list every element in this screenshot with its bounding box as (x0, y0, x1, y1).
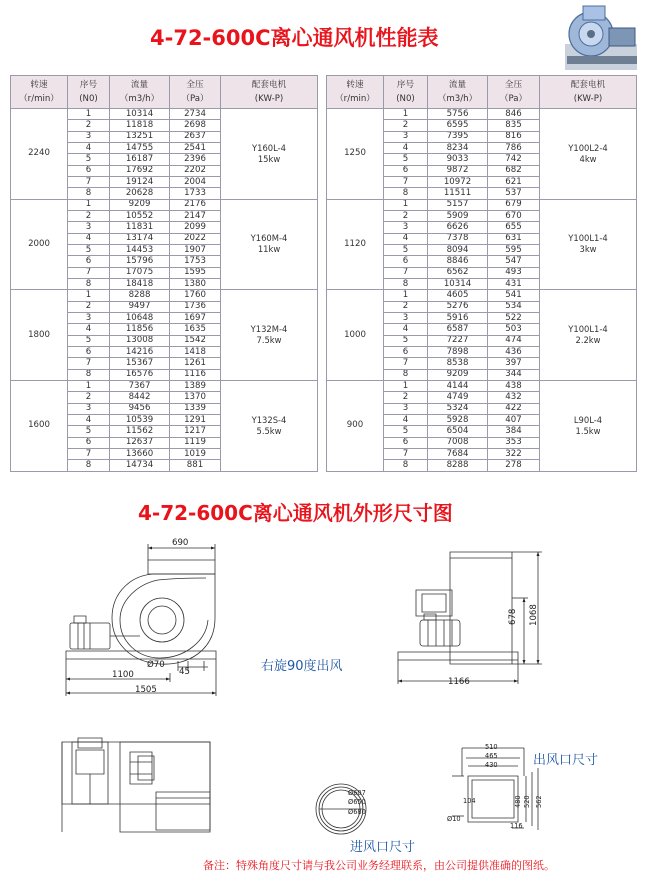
motor-model: Y160L-4 (252, 142, 286, 153)
flow-cell: 6595 (428, 120, 488, 131)
pressure-cell: 537 (488, 188, 540, 199)
flow-cell: 7367 (110, 380, 170, 391)
motor-power: 11kw (257, 244, 281, 255)
header-flow: 流量 （m3/h） (110, 76, 170, 109)
no-cell: 8 (68, 369, 110, 380)
flow-cell: 17692 (110, 165, 170, 176)
no-cell: 1 (384, 380, 428, 391)
pressure-cell: 407 (488, 414, 540, 425)
flow-cell: 9033 (428, 154, 488, 165)
table-row (11, 109, 318, 120)
pressure-cell: 1217 (170, 426, 221, 437)
pressure-cell: 2698 (170, 120, 221, 131)
pressure-cell: 432 (488, 392, 540, 403)
pressure-cell: 835 (488, 120, 540, 131)
speed-cell: 900 (327, 380, 384, 471)
flow-cell: 9209 (428, 369, 488, 380)
flow-cell: 10539 (110, 414, 170, 425)
flow-cell: 10314 (428, 278, 488, 289)
performance-table-left (10, 75, 318, 472)
no-cell: 6 (68, 256, 110, 267)
flow-cell: 9872 (428, 165, 488, 176)
no-cell: 6 (384, 165, 428, 176)
motor-cell (540, 199, 637, 290)
no-cell: 5 (68, 244, 110, 255)
pressure-cell: 493 (488, 267, 540, 278)
no-cell: 2 (384, 120, 428, 131)
speed-cell: 1800 (11, 290, 68, 381)
flow-cell: 13008 (110, 335, 170, 346)
no-cell: 4 (384, 324, 428, 335)
flow-cell: 14755 (110, 142, 170, 153)
pressure-cell: 621 (488, 176, 540, 187)
table-row (11, 290, 318, 301)
pressure-cell: 1753 (170, 256, 221, 267)
flow-cell: 9209 (110, 199, 170, 210)
pressure-cell: 2734 (170, 109, 221, 120)
flow-cell: 13660 (110, 448, 170, 459)
header-pressure: 全压 （Pa） (488, 76, 540, 109)
flow-cell: 13251 (110, 131, 170, 142)
no-cell: 2 (384, 392, 428, 403)
pressure-cell: 431 (488, 278, 540, 289)
no-cell: 3 (384, 403, 428, 414)
header-speed: 转速 （r/min） (327, 76, 384, 109)
no-cell: 8 (384, 369, 428, 380)
performance-title: 4-72-600C离心通风机性能表 (150, 26, 439, 50)
no-cell: 3 (68, 403, 110, 414)
header-flow: 流量 （m3/h） (428, 76, 488, 109)
no-cell: 5 (68, 335, 110, 346)
flow-cell: 4144 (428, 380, 488, 391)
motor-cell (221, 199, 318, 290)
performance-table-right (326, 75, 637, 472)
flow-cell: 5909 (428, 210, 488, 221)
pressure-cell: 1119 (170, 437, 221, 448)
flow-cell: 5916 (428, 312, 488, 323)
pressure-cell: 1389 (170, 380, 221, 391)
motor-cell (221, 109, 318, 200)
dim-hole: Ø10 (447, 815, 461, 823)
dim-562: 562 (535, 795, 543, 808)
pressure-cell: 422 (488, 403, 540, 414)
pressure-cell: 436 (488, 346, 540, 357)
flow-cell: 14453 (110, 244, 170, 255)
rotation-label: 右旋90度出风 (261, 659, 343, 674)
no-cell: 1 (384, 199, 428, 210)
dim-520: 520 (523, 795, 531, 808)
pressure-cell: 595 (488, 244, 540, 255)
flow-cell: 9497 (110, 301, 170, 312)
pressure-cell: 679 (488, 199, 540, 210)
motor-cell (540, 109, 637, 200)
pressure-cell: 881 (170, 460, 221, 471)
no-cell: 3 (384, 312, 428, 323)
flow-cell: 8288 (428, 460, 488, 471)
speed-cell: 1000 (327, 290, 384, 381)
side-view-drawing (58, 538, 258, 698)
pressure-cell: 1019 (170, 448, 221, 459)
no-cell: 7 (384, 176, 428, 187)
pressure-cell: 344 (488, 369, 540, 380)
pressure-cell: 2202 (170, 165, 221, 176)
pressure-cell: 742 (488, 154, 540, 165)
motor-model: Y132M-4 (250, 324, 288, 335)
pressure-cell: 384 (488, 426, 540, 437)
dim-top-690: 690 (172, 538, 189, 548)
motor-cell (540, 290, 637, 381)
no-cell: 2 (68, 210, 110, 221)
pressure-cell: 474 (488, 335, 540, 346)
no-cell: 4 (384, 414, 428, 425)
flow-cell: 8234 (428, 142, 488, 153)
pressure-cell: 2396 (170, 154, 221, 165)
no-cell: 2 (384, 210, 428, 221)
flow-cell: 5324 (428, 403, 488, 414)
no-cell: 8 (68, 188, 110, 199)
no-cell: 7 (384, 267, 428, 278)
header-no: 序号 (N0) (384, 76, 428, 109)
no-cell: 3 (68, 131, 110, 142)
flow-cell: 14216 (110, 346, 170, 357)
no-cell: 7 (68, 358, 110, 369)
dim-678: 678 (508, 608, 518, 625)
no-cell: 6 (68, 346, 110, 357)
motor-model: Y160M-4 (250, 233, 288, 244)
speed-cell: 2000 (11, 199, 68, 290)
header-no: 序号 (N0) (68, 76, 110, 109)
flow-cell: 15796 (110, 256, 170, 267)
flow-cell: 13174 (110, 233, 170, 244)
flow-cell: 14734 (110, 460, 170, 471)
dim-465: 465 (485, 752, 498, 760)
flow-cell: 7395 (428, 131, 488, 142)
pressure-cell: 1542 (170, 335, 221, 346)
no-cell: 7 (68, 267, 110, 278)
inlet-drawing (313, 781, 379, 841)
dim-116: 116 (510, 822, 523, 830)
flow-cell: 11856 (110, 324, 170, 335)
pressure-cell: 1760 (170, 290, 221, 301)
no-cell: 5 (384, 335, 428, 346)
no-cell: 6 (68, 437, 110, 448)
pressure-cell: 547 (488, 256, 540, 267)
flow-cell: 8442 (110, 392, 170, 403)
no-cell: 1 (384, 109, 428, 120)
flow-cell: 6562 (428, 267, 488, 278)
pressure-cell: 1697 (170, 312, 221, 323)
motor-model: Y100L2-4 (568, 142, 608, 153)
motor-model: Y100L1-4 (568, 324, 608, 335)
flow-cell: 20628 (110, 188, 170, 199)
motor-power: 5.5kw (256, 425, 282, 436)
no-cell: 8 (384, 460, 428, 471)
flow-cell: 7378 (428, 233, 488, 244)
no-cell: 4 (384, 233, 428, 244)
no-cell: 4 (68, 414, 110, 425)
no-cell: 1 (68, 290, 110, 301)
dim-45: 45 (179, 667, 190, 677)
pressure-cell: 541 (488, 290, 540, 301)
dim-1068: 1068 (529, 604, 539, 626)
header-pressure: 全压 （Pa） (170, 76, 221, 109)
flow-cell: 6504 (428, 426, 488, 437)
flow-cell: 7008 (428, 437, 488, 448)
fan-product-image (563, 4, 641, 74)
dim-d70: Ø70 (147, 660, 165, 670)
motor-model: L90L-4 (573, 414, 603, 425)
no-cell: 2 (384, 301, 428, 312)
speed-cell: 1250 (327, 109, 384, 200)
footer-note: 备注：特殊角度尺寸请与我公司业务经理联系，由公司提供准确的图纸。 (203, 859, 555, 872)
flow-cell: 6626 (428, 222, 488, 233)
pressure-cell: 534 (488, 301, 540, 312)
header-speed: 转速 （r/min） (11, 76, 68, 109)
motor-power: 15kw (257, 153, 281, 164)
table-row (327, 290, 637, 301)
no-cell: 3 (68, 222, 110, 233)
no-cell: 2 (68, 301, 110, 312)
pressure-cell: 1736 (170, 301, 221, 312)
flow-cell: 10972 (428, 176, 488, 187)
flow-cell: 16187 (110, 154, 170, 165)
dim-510: 510 (485, 743, 498, 751)
flow-cell: 5756 (428, 109, 488, 120)
flow-cell: 5157 (428, 199, 488, 210)
table-row (11, 199, 318, 210)
no-cell: 8 (384, 188, 428, 199)
dimension-title: 4-72-600C离心通风机外形尺寸图 (138, 501, 453, 525)
flow-cell: 11562 (110, 426, 170, 437)
no-cell: 1 (68, 199, 110, 210)
motor-cell (221, 380, 318, 471)
pressure-cell: 2176 (170, 199, 221, 210)
flow-cell: 12637 (110, 437, 170, 448)
pressure-cell: 2099 (170, 222, 221, 233)
table-row (327, 380, 637, 391)
table-row (327, 109, 637, 120)
motor-power: 1.5kw (575, 425, 601, 436)
no-cell: 4 (68, 142, 110, 153)
flow-cell: 8538 (428, 358, 488, 369)
pressure-cell: 2541 (170, 142, 221, 153)
flow-cell: 11511 (428, 188, 488, 199)
outlet-label: 出风口尺寸 (533, 753, 599, 768)
flow-cell: 18418 (110, 278, 170, 289)
no-cell: 6 (384, 437, 428, 448)
no-cell: 8 (384, 278, 428, 289)
no-cell: 2 (68, 120, 110, 131)
speed-cell: 1120 (327, 199, 384, 290)
dim-1505: 1505 (135, 685, 157, 695)
dim-607: Ø607 (348, 789, 366, 797)
pressure-cell: 1907 (170, 244, 221, 255)
no-cell: 1 (68, 380, 110, 391)
flow-cell: 4605 (428, 290, 488, 301)
no-cell: 7 (68, 448, 110, 459)
pressure-cell: 322 (488, 448, 540, 459)
pressure-cell: 1418 (170, 346, 221, 357)
no-cell: 4 (68, 233, 110, 244)
pressure-cell: 1261 (170, 358, 221, 369)
pressure-cell: 503 (488, 324, 540, 335)
flow-cell: 8288 (110, 290, 170, 301)
flow-cell: 7898 (428, 346, 488, 357)
flow-cell: 5928 (428, 414, 488, 425)
dim-480: 480 (514, 795, 522, 808)
pressure-cell: 682 (488, 165, 540, 176)
no-cell: 4 (384, 142, 428, 153)
pressure-cell: 631 (488, 233, 540, 244)
no-cell: 5 (68, 426, 110, 437)
no-cell: 5 (384, 426, 428, 437)
flow-cell: 10648 (110, 312, 170, 323)
no-cell: 7 (384, 358, 428, 369)
no-cell: 5 (68, 154, 110, 165)
motor-power: 3kw (579, 244, 597, 255)
table-row (327, 199, 637, 210)
pressure-cell: 2147 (170, 210, 221, 221)
no-cell: 5 (384, 244, 428, 255)
dim-1166: 1166 (448, 677, 470, 687)
dim-1100: 1100 (112, 670, 134, 680)
pressure-cell: 670 (488, 210, 540, 221)
no-cell: 3 (68, 312, 110, 323)
no-cell: 3 (384, 131, 428, 142)
motor-cell (221, 290, 318, 381)
pressure-cell: 438 (488, 380, 540, 391)
flow-cell: 17075 (110, 267, 170, 278)
pressure-cell: 1339 (170, 403, 221, 414)
flow-cell: 6587 (428, 324, 488, 335)
pressure-cell: 2004 (170, 176, 221, 187)
flow-cell: 9456 (110, 403, 170, 414)
dim-680: Ø680 (348, 808, 366, 816)
speed-cell: 2240 (11, 109, 68, 200)
no-cell: 8 (68, 460, 110, 471)
dim-104: 104 (463, 797, 476, 805)
no-cell: 7 (384, 448, 428, 459)
motor-power: 7.5kw (256, 335, 282, 346)
motor-model: Y100L1-4 (568, 233, 608, 244)
flow-cell: 16576 (110, 369, 170, 380)
flow-cell: 10552 (110, 210, 170, 221)
pressure-cell: 2637 (170, 131, 221, 142)
dim-430: 430 (485, 761, 498, 769)
no-cell: 4 (68, 324, 110, 335)
header-motor: 配套电机 (KW-P) (540, 76, 637, 109)
dim-650: Ø650 (348, 798, 366, 806)
header-motor: 配套电机 (KW-P) (221, 76, 318, 109)
flow-cell: 7227 (428, 335, 488, 346)
motor-power: 2.2kw (575, 335, 601, 346)
flow-cell: 8846 (428, 256, 488, 267)
motor-power: 4kw (579, 153, 597, 164)
no-cell: 6 (384, 346, 428, 357)
no-cell: 3 (384, 222, 428, 233)
motor-cell (540, 380, 637, 471)
flow-cell: 19124 (110, 176, 170, 187)
inlet-label: 进风口尺寸 (350, 840, 416, 855)
no-cell: 6 (68, 165, 110, 176)
no-cell: 1 (384, 290, 428, 301)
flow-cell: 10314 (110, 109, 170, 120)
table-row (11, 380, 318, 391)
no-cell: 1 (68, 109, 110, 120)
pressure-cell: 2022 (170, 233, 221, 244)
pressure-cell: 353 (488, 437, 540, 448)
no-cell: 7 (68, 176, 110, 187)
flow-cell: 11818 (110, 120, 170, 131)
pressure-cell: 655 (488, 222, 540, 233)
pressure-cell: 1116 (170, 369, 221, 380)
pressure-cell: 1380 (170, 278, 221, 289)
pressure-cell: 1370 (170, 392, 221, 403)
flow-cell: 5276 (428, 301, 488, 312)
no-cell: 6 (384, 256, 428, 267)
flow-cell: 4749 (428, 392, 488, 403)
flow-cell: 11831 (110, 222, 170, 233)
pressure-cell: 1291 (170, 414, 221, 425)
flow-cell: 8094 (428, 244, 488, 255)
pressure-cell: 1595 (170, 267, 221, 278)
pressure-cell: 1635 (170, 324, 221, 335)
top-view-drawing (60, 728, 220, 838)
no-cell: 8 (68, 278, 110, 289)
pressure-cell: 786 (488, 142, 540, 153)
pressure-cell: 816 (488, 131, 540, 142)
pressure-cell: 397 (488, 358, 540, 369)
no-cell: 2 (68, 392, 110, 403)
pressure-cell: 846 (488, 109, 540, 120)
flow-cell: 15367 (110, 358, 170, 369)
flow-cell: 7684 (428, 448, 488, 459)
speed-cell: 1600 (11, 380, 68, 471)
pressure-cell: 278 (488, 460, 540, 471)
no-cell: 5 (384, 154, 428, 165)
pressure-cell: 522 (488, 312, 540, 323)
pressure-cell: 1733 (170, 188, 221, 199)
motor-model: Y132S-4 (251, 414, 287, 425)
